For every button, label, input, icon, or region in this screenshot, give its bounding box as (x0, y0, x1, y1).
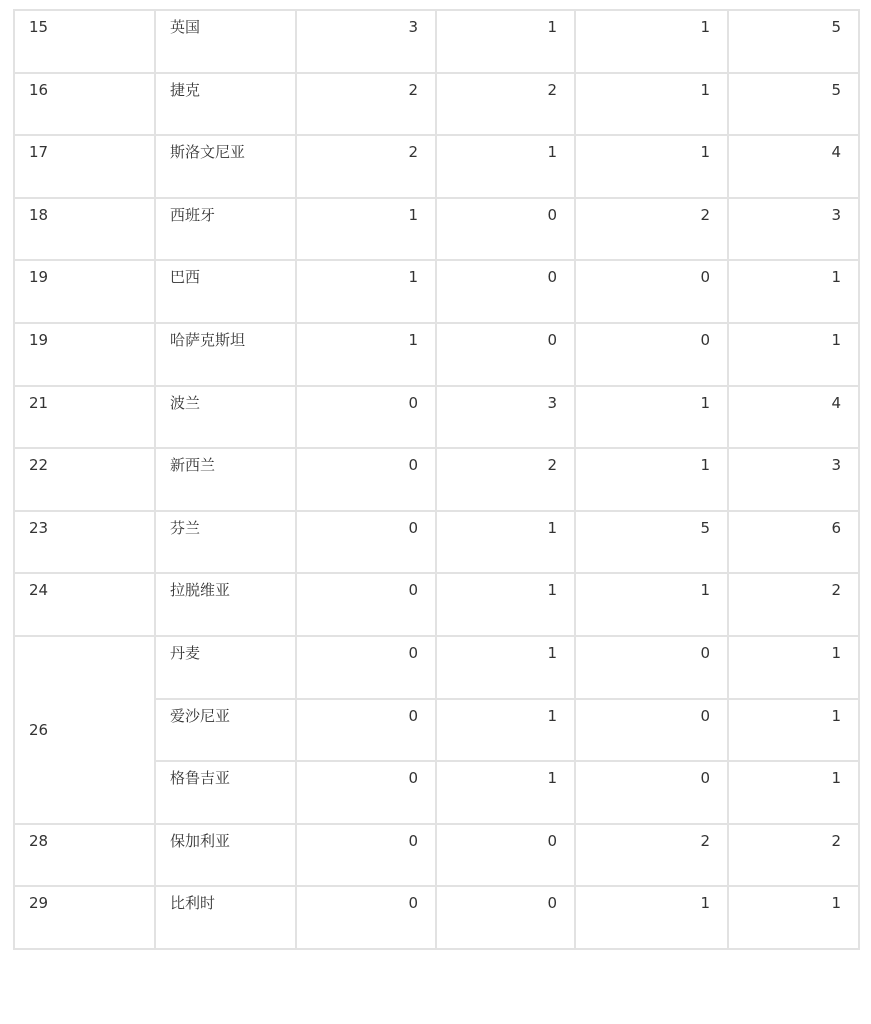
gold-cell: 0 (296, 824, 436, 887)
silver-cell: 1 (436, 573, 575, 636)
country-cell: 巴西 (155, 260, 296, 323)
country-cell: 捷克 (155, 73, 296, 136)
gold-cell: 0 (296, 511, 436, 574)
silver-cell: 1 (436, 699, 575, 762)
country-cell: 斯洛文尼亚 (155, 135, 296, 198)
silver-cell: 2 (436, 448, 575, 511)
silver-cell: 1 (436, 636, 575, 699)
gold-cell: 0 (296, 886, 436, 949)
rank-cell: 28 (14, 824, 155, 887)
country-cell: 哈萨克斯坦 (155, 323, 296, 386)
table-row (14, 886, 859, 949)
bronze-cell: 0 (575, 699, 728, 762)
total-cell: 6 (728, 511, 859, 574)
table-row (14, 573, 859, 636)
silver-cell: 0 (436, 198, 575, 261)
bronze-cell: 0 (575, 761, 728, 824)
gold-cell: 0 (296, 761, 436, 824)
total-cell: 1 (728, 636, 859, 699)
gold-cell: 2 (296, 135, 436, 198)
bronze-cell: 5 (575, 511, 728, 574)
country-cell: 爱沙尼亚 (155, 699, 296, 762)
table-row (14, 511, 859, 574)
total-cell: 2 (728, 573, 859, 636)
country-cell: 西班牙 (155, 198, 296, 261)
country-cell: 新西兰 (155, 448, 296, 511)
bronze-cell: 0 (575, 323, 728, 386)
bronze-cell: 1 (575, 10, 728, 73)
gold-cell: 3 (296, 10, 436, 73)
total-cell: 3 (728, 198, 859, 261)
medal-table-body (14, 10, 859, 949)
rank-cell: 26 (14, 636, 155, 824)
rank-cell: 19 (14, 323, 155, 386)
bronze-cell: 1 (575, 573, 728, 636)
silver-cell: 3 (436, 386, 575, 449)
country-cell: 保加利亚 (155, 824, 296, 887)
gold-cell: 2 (296, 73, 436, 136)
table-row (14, 73, 859, 136)
silver-cell: 1 (436, 761, 575, 824)
total-cell: 1 (728, 323, 859, 386)
total-cell: 4 (728, 135, 859, 198)
table-row (14, 824, 859, 887)
bronze-cell: 1 (575, 73, 728, 136)
table-row (14, 10, 859, 73)
gold-cell: 0 (296, 573, 436, 636)
bronze-cell: 1 (575, 135, 728, 198)
gold-cell: 0 (296, 636, 436, 699)
table-row (14, 135, 859, 198)
gold-cell: 1 (296, 260, 436, 323)
country-cell: 格鲁吉亚 (155, 761, 296, 824)
country-cell: 比利时 (155, 886, 296, 949)
bronze-cell: 2 (575, 198, 728, 261)
country-cell: 英国 (155, 10, 296, 73)
country-cell: 波兰 (155, 386, 296, 449)
total-cell: 4 (728, 386, 859, 449)
rank-cell: 24 (14, 573, 155, 636)
rank-cell: 18 (14, 198, 155, 261)
silver-cell: 0 (436, 323, 575, 386)
bronze-cell: 1 (575, 448, 728, 511)
silver-cell: 1 (436, 135, 575, 198)
table-row (14, 636, 859, 699)
silver-cell: 1 (436, 511, 575, 574)
gold-cell: 0 (296, 699, 436, 762)
silver-cell: 2 (436, 73, 575, 136)
table-row (14, 260, 859, 323)
total-cell: 3 (728, 448, 859, 511)
table-row (14, 198, 859, 261)
table-row (14, 448, 859, 511)
rank-cell: 22 (14, 448, 155, 511)
total-cell: 1 (728, 699, 859, 762)
silver-cell: 0 (436, 824, 575, 887)
silver-cell: 0 (436, 886, 575, 949)
medal-table (13, 9, 860, 950)
total-cell: 1 (728, 260, 859, 323)
bronze-cell: 2 (575, 824, 728, 887)
rank-cell: 17 (14, 135, 155, 198)
gold-cell: 1 (296, 323, 436, 386)
total-cell: 2 (728, 824, 859, 887)
bronze-cell: 1 (575, 886, 728, 949)
rank-cell: 21 (14, 386, 155, 449)
gold-cell: 0 (296, 448, 436, 511)
silver-cell: 1 (436, 10, 575, 73)
country-cell: 丹麦 (155, 636, 296, 699)
total-cell: 1 (728, 761, 859, 824)
rank-cell: 16 (14, 73, 155, 136)
total-cell: 1 (728, 886, 859, 949)
gold-cell: 0 (296, 386, 436, 449)
country-cell: 芬兰 (155, 511, 296, 574)
table-row (14, 386, 859, 449)
table-row (14, 323, 859, 386)
bronze-cell: 0 (575, 260, 728, 323)
gold-cell: 1 (296, 198, 436, 261)
country-cell: 拉脱维亚 (155, 573, 296, 636)
bronze-cell: 1 (575, 386, 728, 449)
total-cell: 5 (728, 10, 859, 73)
total-cell: 5 (728, 73, 859, 136)
rank-cell: 15 (14, 10, 155, 73)
rank-cell: 19 (14, 260, 155, 323)
rank-cell: 23 (14, 511, 155, 574)
rank-cell: 29 (14, 886, 155, 949)
bronze-cell: 0 (575, 636, 728, 699)
silver-cell: 0 (436, 260, 575, 323)
